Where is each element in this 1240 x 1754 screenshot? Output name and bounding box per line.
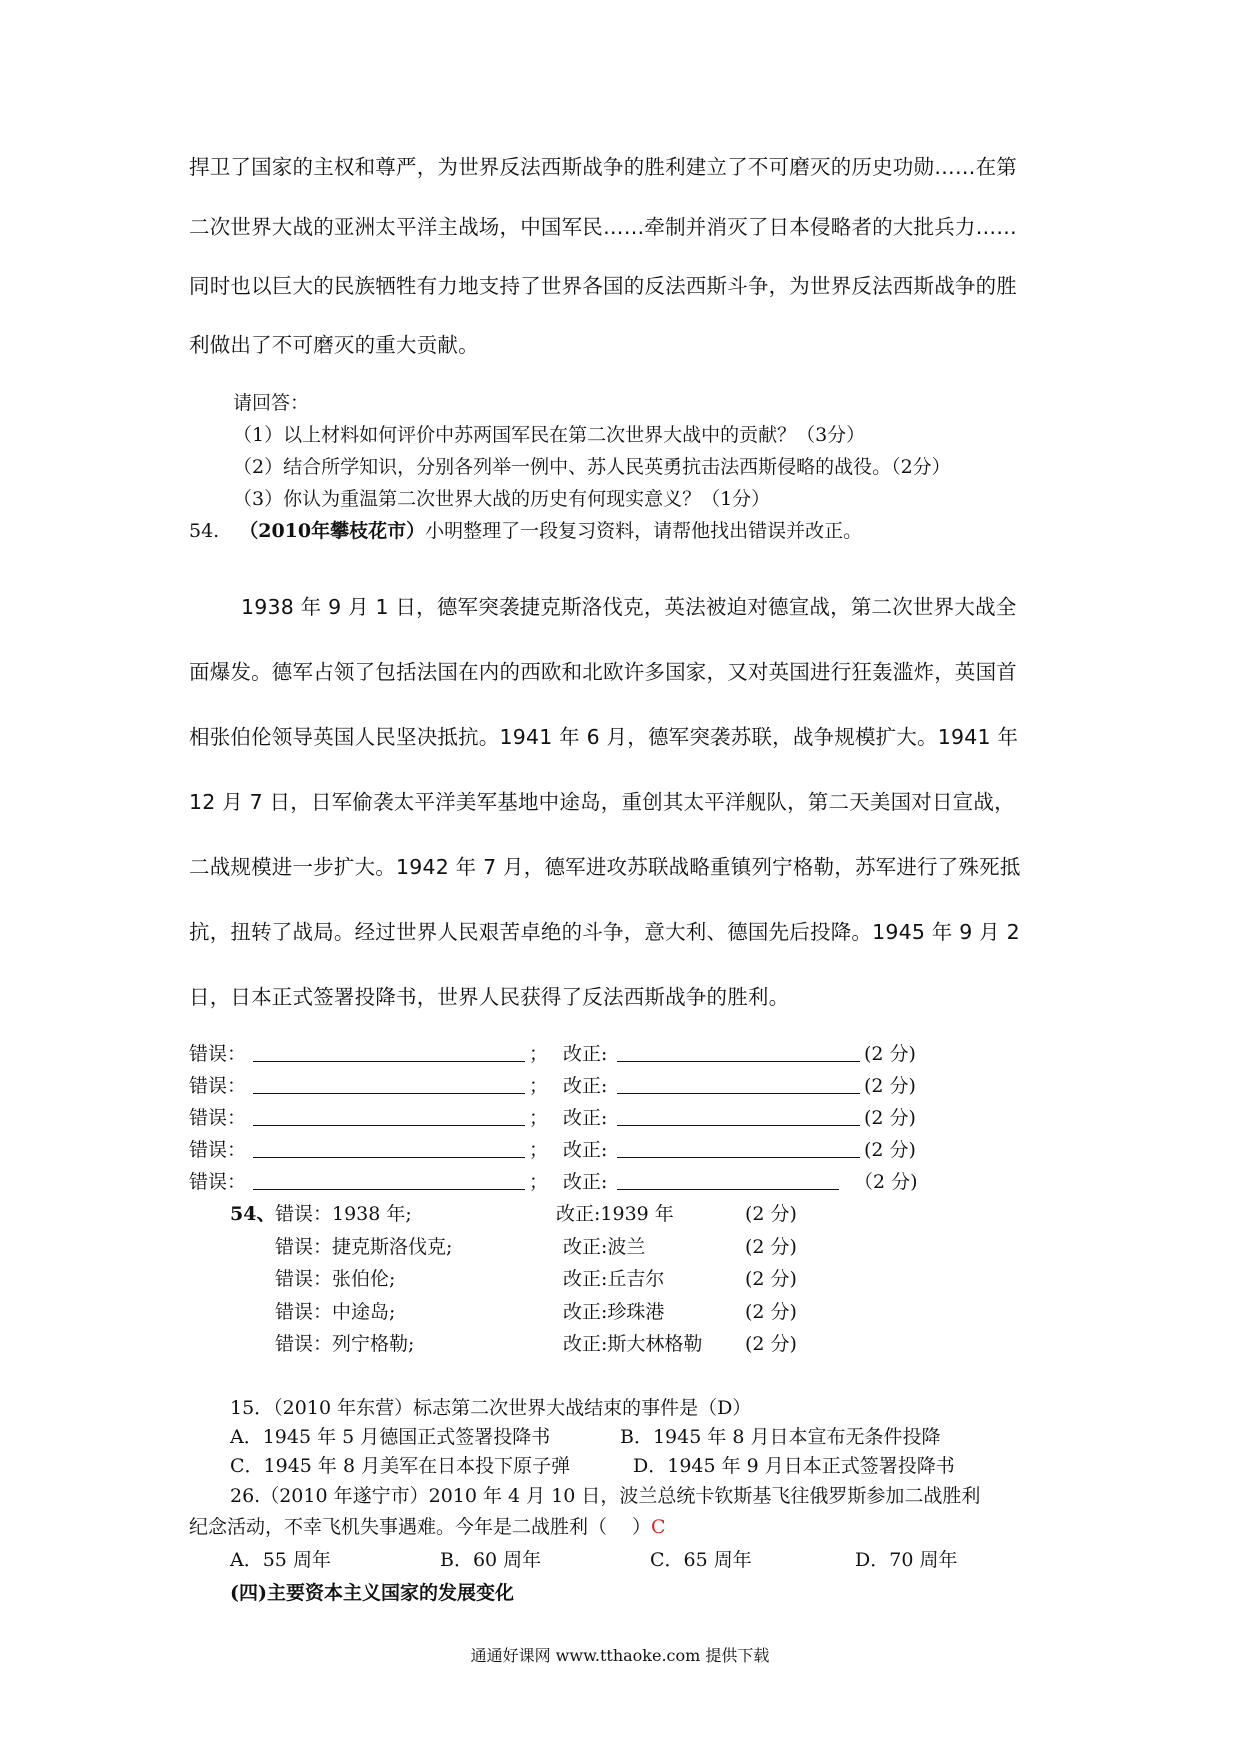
questions-prompt: 请回答：: [233, 392, 310, 414]
q26-option-c: C．65 周年: [650, 1549, 752, 1571]
fix-blank[interactable]: [617, 1189, 839, 1190]
error-label: 错误：: [189, 1139, 247, 1161]
material-line-3: 同时也以巨大的民族牺牲有力地支持了世界各国的反法西斯斗争，为世界反法西斯战争的胜: [189, 274, 1017, 298]
fix-label: 改正:: [563, 1107, 608, 1129]
fix-label: 改正:: [563, 1075, 608, 1097]
material-line-2: 二次世界大战的亚洲太平洋主战场，中国军民……牵制并消灭了日本侵略者的大批兵力……: [189, 215, 1017, 239]
fix-blank[interactable]: [617, 1093, 860, 1094]
fix-label: 改正:: [563, 1171, 608, 1193]
score-label: (2 分): [864, 1075, 916, 1097]
semicolon: ；: [529, 1043, 549, 1065]
answer-score: (2 分): [745, 1268, 797, 1290]
q54-passage-line-1: 1938 年 9 月 1 日，德军突袭捷克斯洛伐克，英法被迫对德宣战，第二次世界大战全: [241, 595, 1017, 619]
error-blank[interactable]: [253, 1061, 525, 1062]
error-label: 错误：: [189, 1171, 247, 1193]
q54-heading: [189, 516, 862, 543]
answer-score: (2 分): [745, 1236, 797, 1258]
answer-fix: 改正:丘吉尔: [563, 1268, 665, 1290]
q26-option-b: B．60 周年: [440, 1549, 542, 1571]
page-footer: 通通好课网 www.tthaoke.com 提供下载: [470, 1646, 770, 1665]
q54-passage-line-7: 日，日本正式签署投降书，世界人民获得了反法西斯战争的胜利。: [189, 985, 790, 1009]
error-blank[interactable]: [253, 1093, 525, 1094]
question-3: （3）你认为重温第二次世界大战的历史有何现实意义？（1分）: [233, 488, 771, 510]
material-line-4: 利做出了不可磨灭的重大贡献。: [189, 333, 479, 357]
score-label: (2 分): [864, 1107, 916, 1129]
semicolon: ；: [529, 1107, 549, 1129]
q54-passage-line-4: 12 月 7 日，日军偷袭太平洋美军基地中途岛，重创其太平洋舰队，第二天美国对日宣战，: [189, 790, 1015, 814]
q15-option-b: B．1945 年 8 月日本宣布无条件投降: [620, 1426, 941, 1448]
question-1: （1）以上材料如何评价中苏两国军民在第二次世界大战中的贡献？（3分）: [233, 424, 866, 446]
answer-error: 错误：张伯伦;: [275, 1268, 396, 1290]
answer-score: (2 分): [745, 1333, 797, 1355]
fix-blank[interactable]: [617, 1061, 860, 1062]
answer-score: (2 分): [745, 1203, 797, 1225]
error-label: 错误：: [189, 1075, 247, 1097]
score-label: (2 分): [864, 1139, 916, 1161]
q26-option-a: A．55 周年: [230, 1549, 331, 1571]
answer-fix: 改正:1939 年: [556, 1203, 674, 1225]
error-label: 错误：: [189, 1107, 247, 1129]
fix-label: 改正:: [563, 1139, 608, 1161]
q54-passage-line-3: 相张伯伦领导英国人民坚决抵抗。1941 年 6 月，德军突袭苏联，战争规模扩大。1941 年: [189, 725, 1019, 749]
error-label: 错误：: [189, 1043, 247, 1065]
error-blank[interactable]: [253, 1157, 525, 1158]
answer-fix: 改正:珍珠港: [563, 1301, 665, 1323]
q54-number: 54.: [189, 520, 220, 542]
error-blank[interactable]: [253, 1125, 525, 1126]
q26-answer: C: [651, 1516, 666, 1538]
q15-option-d: D．1945 年 9 月日本正式签署投降书: [633, 1455, 955, 1477]
q26-stem-text: 纪念活动，不幸飞机失事遇难。今年是二战胜利（ ）: [189, 1516, 652, 1538]
q54-source: （2010年攀枝花市）: [239, 520, 426, 542]
answer-error: 错误：列宁格勒;: [275, 1333, 415, 1355]
answer-error: 错误：1938 年;: [275, 1203, 412, 1225]
q26-stem-line-1: 26.（2010 年遂宁市）2010 年 4 月 10 日，波兰总统卡钦斯基飞往俄罗斯参加二战胜利: [230, 1485, 981, 1507]
q26-option-d: D．70 周年: [855, 1549, 958, 1571]
answer-fix: 改正:斯大林格勒: [563, 1333, 703, 1355]
semicolon: ；: [529, 1075, 549, 1097]
score-label: (2 分): [864, 1043, 916, 1065]
q26-stem-line-2: [189, 1512, 666, 1539]
fix-blank[interactable]: [617, 1157, 860, 1158]
q54-passage-line-2: 面爆发。德军占领了包括法国在内的西欧和北欧许多国家，又对英国进行狂轰滥炸，英国首: [189, 660, 1017, 684]
q54-stem: 小明整理了一段复习资料，请帮他找出错误并改正。: [425, 520, 863, 542]
question-2: （2）结合所学知识，分别各列举一例中、苏人民英勇抗击法西斯侵略的战役。（2分）: [233, 456, 951, 478]
q54-passage-line-5: 二战规模进一步扩大。1942 年 7 月，德军进攻苏联战略重镇列宁格勒，苏军进行了殊死抵: [189, 855, 1021, 879]
answer-score: (2 分): [745, 1301, 797, 1323]
answer-error: 错误：中途岛;: [275, 1301, 396, 1323]
answer-error: 错误：捷克斯洛伐克;: [275, 1236, 453, 1258]
q54-passage-line-6: 抗，扭转了战局。经过世界人民艰苦卓绝的斗争，意大利、德国先后投降。1945 年 9 月 2: [189, 920, 1020, 944]
score-label: （2 分): [854, 1171, 918, 1193]
fix-label: 改正:: [563, 1043, 608, 1065]
semicolon: ；: [529, 1139, 549, 1161]
q15-option-a: A．1945 年 5 月德国正式签署投降书: [230, 1426, 551, 1448]
error-blank[interactable]: [253, 1189, 525, 1190]
fix-blank[interactable]: [617, 1125, 860, 1126]
q15-stem: 15．（2010 年东营）标志第二次世界大战结束的事件是（D）: [230, 1397, 752, 1419]
answer-fix: 改正:波兰: [563, 1236, 646, 1258]
semicolon: ；: [529, 1171, 549, 1193]
section-heading: (四)主要资本主义国家的发展变化: [230, 1582, 514, 1604]
q15-option-c: C．1945 年 8 月美军在日本投下原子弹: [230, 1455, 571, 1477]
answers-54-label: 54、: [230, 1203, 276, 1225]
material-line-1: 捍卫了国家的主权和尊严，为世界反法西斯战争的胜利建立了不可磨灭的历史功勋……在第: [189, 155, 1017, 179]
